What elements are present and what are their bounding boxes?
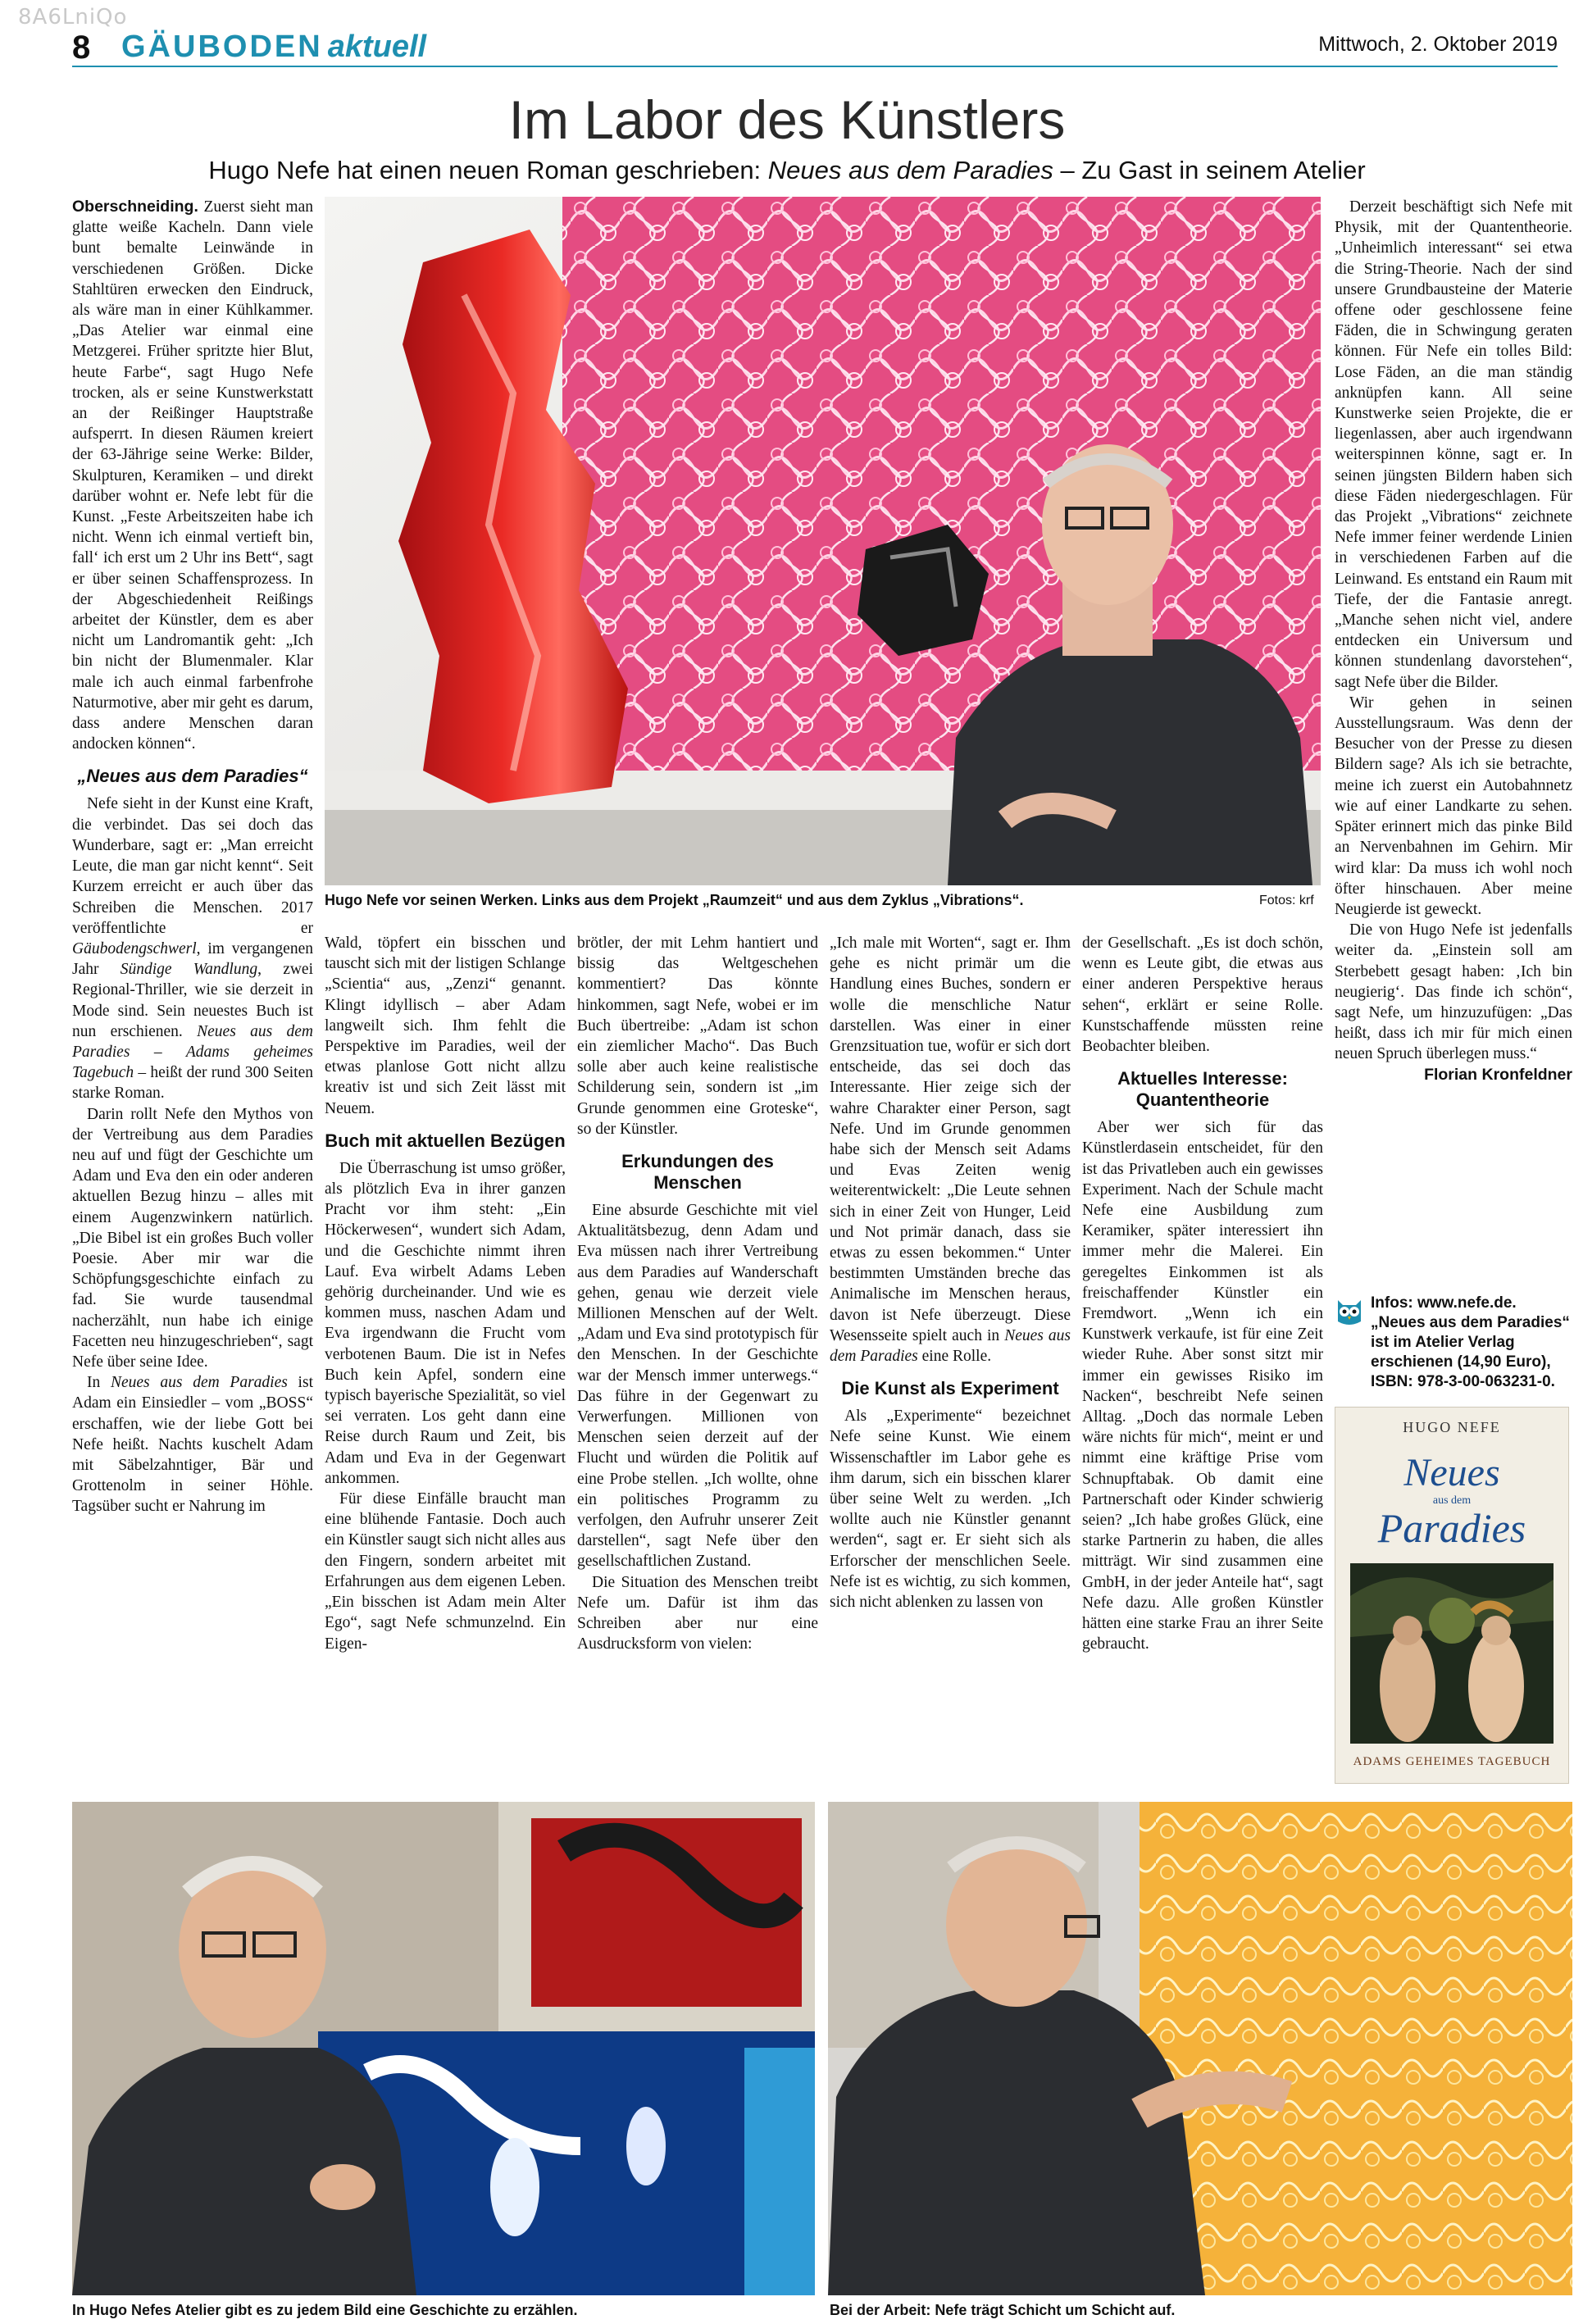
photo-credit: Fotos: krf [1259,894,1314,907]
subheading: „Neues aus dem Paradies“ [77,766,308,787]
paragraph [1335,920,1572,1084]
book-title-small: aus dem [1432,1494,1472,1507]
info-box [1335,1294,1572,1392]
paragraph [830,933,1071,1367]
paragraph: Derzeit beschäftigt sich Nefe mit Physik, mit der Quantentheorie. „Unheimlich interessant“ sei etwa die String-Theorie. Nach der sind unsere Grundbausteine der Materie offene oder geschlossene feine Fäden, die in Schwingung geraten können. Für Nefe ein tolles Bild: Lose Fäden, an die man ständig anknüpfen kann. All seine Kunstwerke seien Projekte, die er liegenlassen, aber auch irgendwann weiterspinnen könne, sagt er. In seinen jüngsten Bildern haben sich diese Fäden niedergeschlagen. Für das Projekt „Vibrations“ zeichnete Nefe immer feiner werdende Linien in verschiedenen Farben auf die Leinwand. Es entstand ein Raum mit Tiefe, der die Fantasie anregt. „Manche sehen nicht viel, andere entdecken ein Universum und können stundenlang davorstehen“, sagt Nefe über die Bilder. [1335,198,1572,691]
column-1 [72,197,313,1517]
book-cover-painting [1350,1563,1554,1744]
book-title-1: Neues [1403,1451,1500,1494]
headline: Im Labor des Künstlers [508,89,1066,150]
paragraph-text: Zuerst sieht man glatte weiße Kacheln. Dann viele bunt bemalte Leinwände in verschiedenen Größen. Dicke Stahltüren erwecken den Eindruck, als wäre man in einer Kühlkammer. „Das Atelier war einmal eine Metzgerei. Früher spritzte hier Blut, heute Farbe“, sagt Hugo Nefe trocken, als er seine Kunstwerkstatt an der Reißinger Hauptstraße aufsperrt. In diesen Räumen kreiert der 63-Jährige seine Werke: Bilder, Skulpturen, Keramiken – und direkt darüber wohnt er. Nefe lebt für die Kunst. „Feste Arbeitszeiten habe ich nicht. Wenn ich einmal vertieft bin, fall‘ ich erst um 2 Uhr ins Bett“, sagt er über seinen Schaffensprozess. In der Abgeschiedenheit Reißings arbeitet der Künstler, dem es aber nicht um Landromantik geht: „Ich bin nicht der Blumenmaler. Klar male ich auch einmal farbenfrohe Naturmotive, aber mir geht es darum, dass andere Menschen daran andocken können“. [72,198,313,753]
paragraph: brötler, der mit Lehm hantiert und bissig das Weltgeschehen kommentiert? Das könnte hinkommen, sagt Nefe, wobei er im Buch übertreibe: „Adam ist schon ein ziemlicher Macho“. Das Buch solle aber auch keine realistische Schilderung sein, sondern ist „im Grunde genommen eine Groteske“, so der Künstler. [577,935,818,1138]
main-photo [325,197,1321,885]
watermark: 8A6LniQo [18,5,128,30]
text: Die von Hugo Nefe ist jedenfalls weiter da. „Einstein soll am Sterbebett gesagt haben: ‚Ich bin neugierig‘. Das finde ich schön“, sagt Nefe, um hinzuzufügen: „Das heißt, dass ich mir für mich einen neuen Spruch überlegen muss.“ [1335,921,1572,1063]
text: Nefe sieht in der Kunst eine Kraft, die verbindet. Das sei doch das Wunderbare, sagt er: „Man erreicht Leute, die man gar nicht kennt“. Seit Kurzem erreicht er auch über das Schreiben die Menschen. 2017 veröffentlichte er [72,795,313,937]
issue-date: Mittwoch, 2. Oktober 2019 [1318,33,1558,56]
bottom-left-caption: In Hugo Nefes Atelier gibt es zu jedem Bild eine Geschichte zu erzählen. [72,2302,578,2318]
author-name: Florian Kronfeldner [1424,1065,1572,1084]
main-photo-caption: Hugo Nefe vor seinen Werken. Links aus dem Projekt „Raumzeit“ und aus dem Zyklus „Vibrations“. [325,892,1024,908]
paragraph: Darin rollt Nefe den Mythos von der Vertreibung aus dem Paradies neu auf und fügt der Geschichte um Adam und Eva den ein oder anderen aktuellen Bezug hinzu – alles mit einem Augenzwinkern natürlich. „Die Bibel ist ein großes Buch voller Poesie. Aber mir war die Schöpfungsgeschichte einfach zu fad. Sie wurde tausendmal nacherzählt, nun habe ich einige Facetten neu hinzugeschrieben“, sagt Nefe über seine Idee. [72,1105,313,1371]
subheadline-tail: – Zu Gast in seinem Atelier [1053,156,1366,184]
column-4 [830,933,1071,1612]
page-number: 8 [72,30,91,66]
book-cover [1335,1407,1569,1784]
info-publisher: „Neues aus dem Paradies“ ist im Atelier Verlag erschienen (14,90 Euro), [1371,1314,1570,1371]
paragraph [72,197,313,754]
subheading: Aktuelles Interesse: Quantentheorie [1117,1068,1288,1111]
book-title: Neues aus dem Paradies [110,1374,288,1392]
paragraph: Die Überraschung ist umso größer, als plötzlich Eva in ihrer ganzen Pracht vor ihm steht: „Ein Höckerwesen“, wundert sich Adam, und die Geschichte nimmt ihren Lauf. Eva wirbelt Adams Leben gehörig durcheinander. Und wie es kommen muss, naschen Adam und Eva irgendwann die Frucht vom verbotenen Baum. Die ist in Nefes Buch kein Apfel, sondern eine typisch bayerische Spezialität, so viel sei verraten. Los geht dann eine Reise durch Raum und Zeit, bis Adam und Eva in der Gegenwart ankommen. [325,1159,566,1487]
book-subtitle: ADAMS GEHEIMES TAGEBUCH [1353,1755,1551,1768]
book-title-2: Paradies [1377,1505,1526,1551]
subheadline-lead: Hugo Nefe hat einen neuen Roman geschrieben: [208,156,768,184]
column-2 [325,933,566,1654]
paragraph: der Gesellschaft. „Es ist doch schön, wenn es Leute gibt, die etwas aus einer anderen Perspektive heraus sehen“, erklärt er seine Rolle. Kunstschaffende müssten reine Beobachter bleiben. [1082,935,1323,1056]
text: In [87,1374,111,1392]
subheading: Erkundungen des Menschen [621,1151,774,1194]
subheading: Die Kunst als Experiment [841,1378,1059,1399]
owl-icon [1335,1294,1364,1332]
subheadline [0,156,1574,185]
text: „Ich male mit Worten“, sagt er. Ihm gehe es nicht primär um die Handlung eines Buches, sondern er wolle die menschliche Natur darstellen. Was einer in einer Grenzsituation tue, wofür er sich dort entscheide, das sei doch das Interessante. Hier zeige sich der wahre Charakter einer Person, sagt Nefe. Und im Grunde genommen habe sich der Mensch seit Adams und Evas Zeiten wenig weiterentwickelt: „Die Leute sehnen sich in einer Zeit von Hunger, Leid und Not primär danach, dass sie etwas zu essen bekommen.“ Unter bestimmten Umständen breche das Animalische im Menschen heraus, davon ist Nefe überzeugt. Diese Wesensseite spielt auch in [830,935,1071,1344]
header-rule [72,66,1558,67]
info-isbn: ISBN: 978-3-00-063231-0. [1371,1373,1555,1390]
bottom-right-caption: Bei der Arbeit: Nefe trägt Schicht um Schicht auf. [830,2302,1176,2318]
text: – heißt der rund 300 Seiten starke Roman. [72,1064,313,1103]
column-3 [577,933,818,1655]
text: , zwei Regional-Thriller, wie sie derzeit in Mode sind. Sein neuestes Buch ist nun erschienen. [72,961,313,1040]
paragraph [72,1372,313,1517]
paragraph: Für diese Einfälle braucht man eine blühende Fantasie. Doch auch ein Künstler saugt sich nicht alles aus den Fingern, sondern arbeitet mit Erfahrungen aus dem eigenen Leben. „Ein bisschen ist Adam mein Alter Ego“, sagt Nefe schmunzelnd. Ein Eigen- [325,1490,566,1653]
text: , im vergangenen Jahr [72,939,313,979]
info-link[interactable]: Infos: www.nefe.de. [1371,1294,1517,1312]
bottom-left-photo [72,1802,815,2295]
paragraph: Wald, töpfert ein bisschen und tauscht sich mit der listigen Schlange „Scientia“ aus, „Zenzi“ genannt. Klingt idyllisch – aber Adam langweilt sich. Ihm fehlt die Perspektive im Paradies, weil der etwas planlose Gott nicht allzu kreativ ist und sich Zeit lässt mit Neuem. [325,935,566,1117]
book-title: Neues aus dem Paradies [830,1326,1071,1366]
subheading: Buch mit aktuellen Bezügen [325,1130,566,1151]
column-5 [1082,933,1323,1655]
paragraph: Als „Experimente“ bezeichnet Nefe seine Kunst. Wie einem Wissenschaftler im Labor gehe es ihm darum, sich ein bisschen klarer über seine Welt zu werden. „Ich wollte auch nie Künstler genannt werden“, sagt er. Er sieht sich als Erforscher der menschlichen Seele. Nefe ist es wichtig, zu sich kommen, sich nicht ablenken zu lassen von [830,1408,1071,1612]
paragraph: Wir gehen in seinen Ausstellungsraum. Was denn der Besucher von der Presse zu diesen Bildern sage? Als ich sie betrachte, meine ich zuerst ein Autobahnnetz wie auf einer Landkarte zu sehen. Später erinnert mich das pinke Bild an Nervenbahnen im Gehirn. Mir wird klar: Da muss ich wohl noch öfter hinschauen. Aber meine Neugierde ist geweckt. [1335,694,1572,918]
section-name: GÄUBODEN [121,30,323,64]
column-6 [1335,197,1572,1085]
paragraph [72,794,313,1103]
section-title [121,30,426,65]
book-title: Neues aus dem Paradies – Adams geheimes Tagebuch [72,1022,314,1082]
info-text [1335,1294,1572,1392]
paragraph: Aber wer sich für das Künstlerdasein entscheidet, für den ist das Privatleben auch ein gewisses Experiment. Nach der Schule macht Nefe eine Ausbildung zum Keramiker, später interessiert ihn immer mehr die Malerei. Ein geregeltes Einkommen ist als freischaffender Künstler ein Fremdwort. „Wenn ich ein Kunstwerk verkaufe, ist für eine Zeit wieder Ruhe. Aber sonst sitzt mir immer ein gewisses Risiko im Nacken“, beschreibt Nefe seinen Alltag. „Doch das normale Leben wäre nichts für mich“, meint er und nimmt eine kräftige Prise vom Schnupftabak. Ob damit eine Partnerschaft oder Kinder schwierig seien? „Ich habe großes Glück, eine starke Partnerin zu haben, die alles mitträgt. Wir sind zusammen eine GmbH, in der jeder Anteile hat“, sagt Nefe dazu. Alle großen Künstler hätten eine starke Frau an ihrer Seite gebraucht. [1082,1119,1323,1653]
section-sub: aktuell [327,30,427,64]
subheadline-title: Neues aus dem Paradies [767,156,1053,184]
text: ist Adam ein Einsiedler – vom „BOSS“ erschaffen, wie der liebe Gott bei Nefe heißt. Nachts kuschelt Adam mit Säbelzahntiger, Bär und Grottenolm in seiner Höhle. Tagsüber sucht er Nahrung im [72,1374,313,1516]
paragraph: Die Situation des Menschen treibt Nefe um. Dafür ist ihm das Schreiben aber nur eine Ausdrucksform von vielen: [577,1573,818,1653]
book-title: Gäubodengschwerl [72,939,197,957]
text: eine Rolle. [917,1348,992,1366]
paragraph: Eine absurde Geschichte mit viel Aktualitätsbezug, denn Adam und Eva müssen nach ihrer Vertreibung aus dem Paradies auf Wanderschaft gehen, genau wie derzeit viele Millionen Menschen auf der Welt. „Adam und Eva sind prototypisch für den Menschen. In der Geschichte war der Mensch immer unterwegs.“ Das führe in der Gegenwart zu Verwerfungen. Millionen von Menschen seien derzeit auf der Flucht und würden die Politik auf eine Probe stellen. „Ich wollte, ohne ein politisches Programm zu verfolgen, den Aufruhr unserer Zeit darstellen“, sagt Nefe über den gesellschaftlichen Zustand. [577,1202,818,1571]
book-author: HUGO NEFE [1403,1419,1501,1435]
book-title: Sündige Wandlung [120,961,258,979]
dateline: Oberschneiding. [72,198,198,216]
bottom-right-photo [828,1802,1572,2295]
